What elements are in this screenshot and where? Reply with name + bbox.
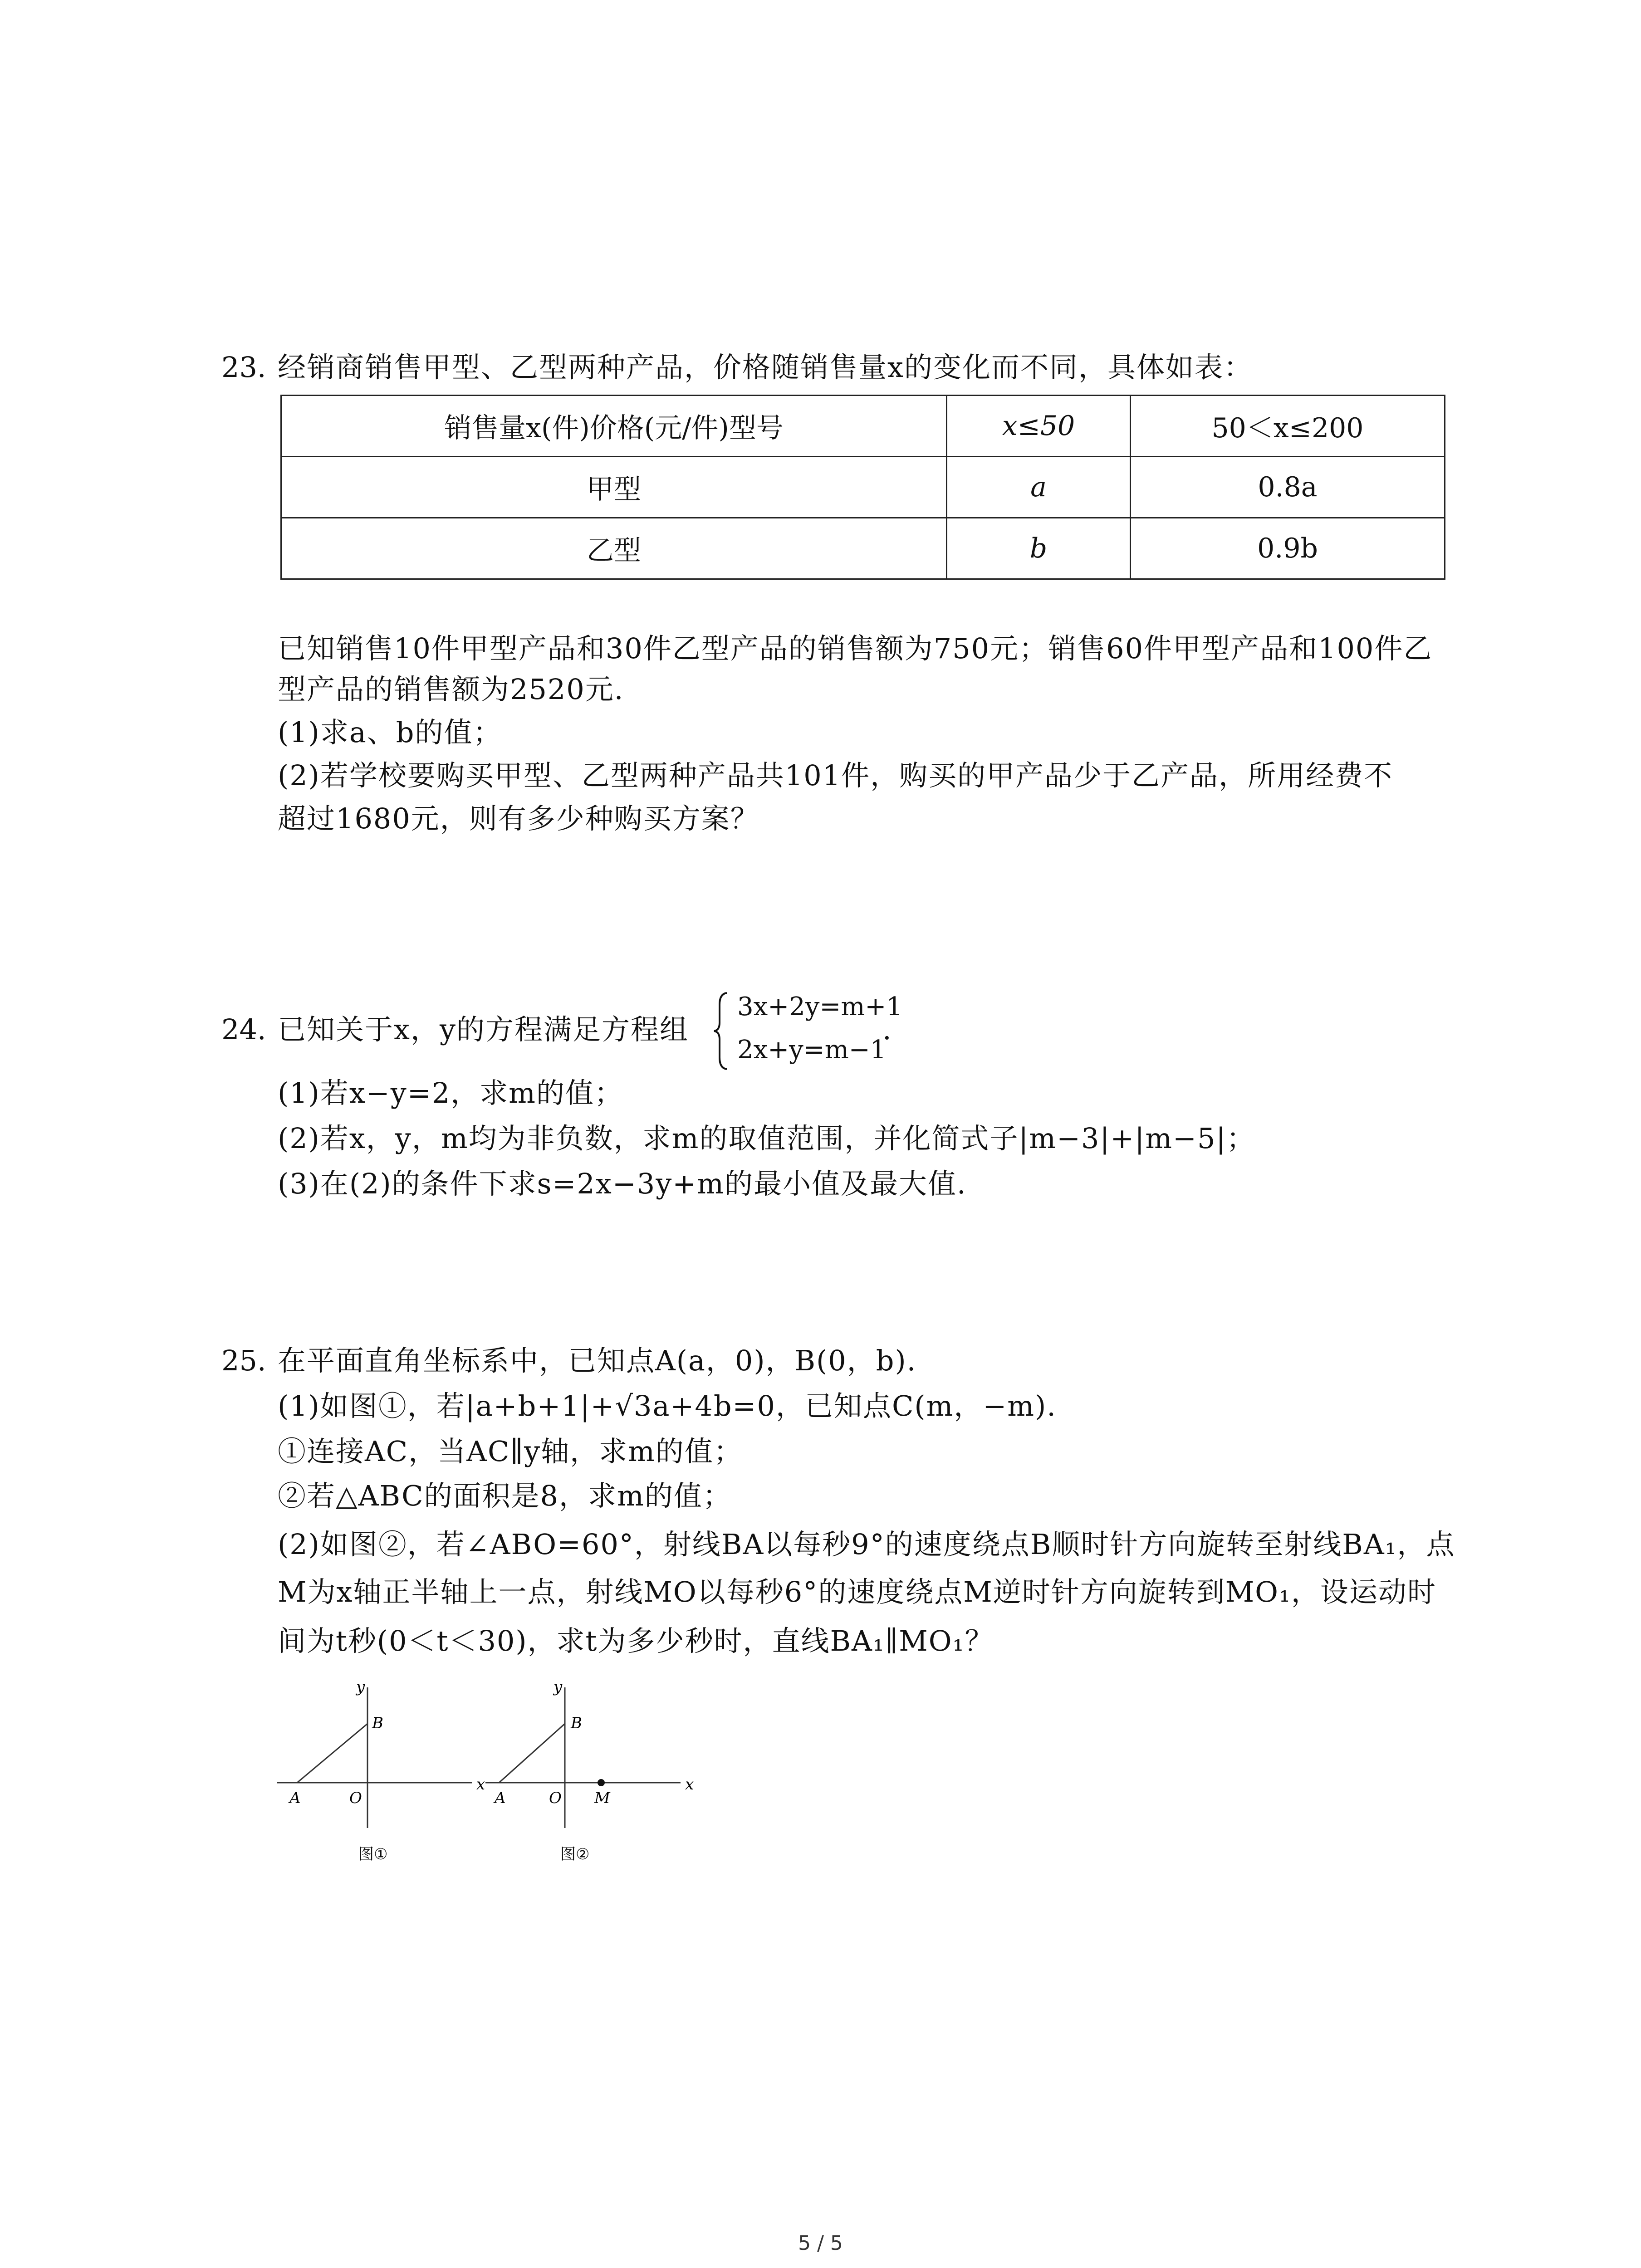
y-axis-label: y xyxy=(554,1678,563,1696)
table-row xyxy=(281,518,1445,579)
figure-1 xyxy=(277,1678,490,1828)
table-cell: a xyxy=(947,457,1131,518)
y-axis-label: y xyxy=(356,1678,365,1696)
point-m-label: M xyxy=(594,1789,610,1807)
table-cell: 0.8a xyxy=(1131,457,1445,518)
table-header-row xyxy=(281,396,1445,457)
q25-part1: (1)如图①，若|a+b+1|+√3a+4b=0，已知点C(m，−m). xyxy=(278,1389,1057,1422)
x-axis-label: x xyxy=(476,1775,485,1794)
q25-part2-line3: 间为t秒(0＜t＜30)，求t为多少秒时，直线BA₁∥MO₁？ xyxy=(278,1624,994,1657)
x-axis-label: x xyxy=(685,1775,694,1794)
q25-sub1: ①连接AC，当AC∥y轴，求m的值； xyxy=(278,1435,743,1468)
q23-part1: (1)求a、b的值； xyxy=(278,716,502,749)
point-a-label: A xyxy=(289,1789,301,1807)
segment-ab xyxy=(297,1724,367,1783)
point-m xyxy=(598,1779,605,1786)
q23-text-line2: 型产品的销售额为2520元. xyxy=(278,673,624,706)
point-a-label: A xyxy=(495,1789,506,1807)
figure-1-caption: 图① xyxy=(358,1845,388,1863)
q25-sub2: ②若△ABC的面积是8，求m的值； xyxy=(278,1479,732,1512)
q25-intro: 在平面直角坐标系中，已知点A(a，0)，B(0，b). xyxy=(278,1344,917,1377)
equation-1: 3x+2y=m+1 xyxy=(737,992,902,1022)
figure-2 xyxy=(485,1678,699,1828)
q25-part2-line1: (2)如图②，若∠ABO=60°，射线BA以每秒9°的速度绕点B顺时针方向旋转至射线BA₁，点 xyxy=(278,1528,1455,1561)
price-table xyxy=(280,395,1445,580)
point-b-label: B xyxy=(372,1714,383,1732)
origin-label: O xyxy=(349,1789,362,1807)
q23-text-line1: 已知销售10件甲型产品和30件乙型产品的销售额为750元；销售60件甲型产品和100件乙 xyxy=(278,632,1433,665)
equation-2: 2x+y=m−1 xyxy=(737,1035,887,1065)
q23-intro: 经销商销售甲型、乙型两种产品，价格随销售量x的变化而不同，具体如表： xyxy=(278,351,1253,384)
q23-part2-line1: (2)若学校要购买甲型、乙型两种产品共101件，购买的甲产品少于乙产品，所用经费不 xyxy=(278,759,1393,792)
q24-part1: (1)若x−y=2，求m的值； xyxy=(278,1076,623,1110)
q23-part2-line2: 超过1680元，则有多少种购买方案？ xyxy=(278,802,759,835)
page-number: 5 / 5 xyxy=(798,2232,843,2255)
q24-number: 24. xyxy=(221,1013,266,1046)
table-cell: 甲型 xyxy=(281,457,947,518)
table-cell: 0.9b xyxy=(1131,518,1445,579)
table-header-cell: 销售量x(件)价格(元/件)型号 xyxy=(281,396,947,457)
q25-number: 25. xyxy=(221,1344,266,1377)
origin-label: O xyxy=(549,1789,562,1807)
point-b-label: B xyxy=(571,1714,582,1732)
table-cell: 乙型 xyxy=(281,518,947,579)
q25-part2-line2: M为x轴正半轴上一点，射线MO以每秒6°的速度绕点M逆时针方向旋转到MO₁，设运动时 xyxy=(278,1575,1436,1608)
q24-part3: (3)在(2)的条件下求s=2x−3y+m的最小值及最大值. xyxy=(278,1167,967,1200)
table-header-cell: x≤50 xyxy=(947,396,1131,457)
segment-ab xyxy=(499,1724,565,1783)
q24-period: . xyxy=(882,1013,892,1046)
figure-2-caption: 图② xyxy=(560,1845,590,1863)
q24-intro: 已知关于x，y的方程满足方程组 xyxy=(278,1013,689,1046)
table-header-cell: 50＜x≤200 xyxy=(1131,396,1445,457)
system-brace xyxy=(712,991,730,1070)
table-cell: b xyxy=(947,518,1131,579)
table-row xyxy=(281,457,1445,518)
q24-part2: (2)若x，y，m均为非负数，求m的取值范围，并化简式子|m−3|+|m−5|； xyxy=(278,1122,1256,1155)
q23-number: 23. xyxy=(221,351,266,384)
